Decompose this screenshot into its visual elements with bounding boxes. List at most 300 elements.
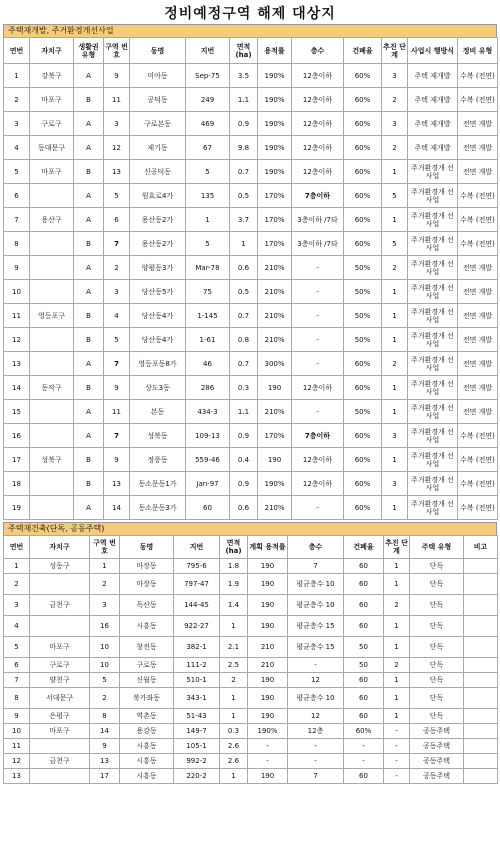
table-cell: A [74,208,104,232]
table-cell: 주거환경개 선사업 [408,304,458,328]
table-cell: 109-13 [186,424,230,448]
table-cell: 용산구 [30,208,74,232]
table-cell: - [248,739,288,754]
table-cell: B [74,448,104,472]
table-cell: 주택 재개발 [408,88,458,112]
table-cell: 190% [258,160,292,184]
table-row [4,208,498,232]
table-cell: 마포구 [30,160,74,184]
table-cell: 10 [90,658,120,673]
table-cell: 50% [344,400,382,424]
table-cell: 주택 재개발 [408,64,458,88]
table-cell: 단독 [410,673,464,688]
table-cell: 1 [4,64,30,88]
table-cell: 동소문동1가 [130,472,186,496]
table-cell: 60% [344,472,382,496]
table-cell [30,739,90,754]
table-cell: 60% [344,352,382,376]
table-cell: 0.9 [230,112,258,136]
table-cell: 수복 (전면) [458,472,498,496]
header-cell: 구역 번호 [104,38,130,64]
table-cell: 역촌동 [120,709,174,724]
table-cell: 1 [382,328,408,352]
table-cell: 상도3동 [130,376,186,400]
table-cell: 원효로4가 [130,184,186,208]
table-cell: 9 [4,256,30,280]
table-row [4,136,498,160]
table-cell: 469 [186,112,230,136]
table-cell: 수복 (전면) [458,88,498,112]
table-cell: Mar-78 [186,256,230,280]
table-cell: 9.8 [230,136,258,160]
table-cell: 전면 개발 [458,280,498,304]
table-cell: 60% [344,496,382,520]
table-cell: 독산동 [120,595,174,616]
table-cell: 금천구 [30,595,90,616]
table-cell [464,574,498,595]
table-cell: B [74,472,104,496]
table-header-row [4,38,498,64]
table-cell: 1 [90,559,120,574]
table-cell: 성동구 [30,559,90,574]
table-cell: 1 [220,688,248,709]
table-cell: 190% [258,64,292,88]
table-cell: 1 [382,376,408,400]
table-cell: 1.8 [220,559,248,574]
table-cell: 전면 개발 [458,376,498,400]
table-cell: 단독 [410,559,464,574]
header-cell: 자치구 [30,38,74,64]
table-cell: 60 [344,595,384,616]
table-cell: 105-1 [174,739,220,754]
table-row [4,256,498,280]
table-cell: 수복 (전면) [458,184,498,208]
table-cell: 단독 [410,574,464,595]
table-cell: 2 [220,673,248,688]
table-cell: 190 [248,574,288,595]
table-cell [30,184,74,208]
table-cell: 60 [344,769,384,784]
table-row [4,376,498,400]
table-cell: 당산동4가 [130,304,186,328]
table-cell: 양평동3가 [130,256,186,280]
table-cell: 공동주택 [410,769,464,784]
table-cell: 2 [104,256,130,280]
header-cell: 사업시 행방식 [408,38,458,64]
table-cell: 강북구 [30,64,74,88]
table-cell: 190 [258,376,292,400]
table-cell: 7 [104,352,130,376]
table-cell: 2.6 [220,739,248,754]
table-cell: 210% [258,280,292,304]
table-cell: 주거환경개 선사업 [408,184,458,208]
table-cell: 구로구 [30,112,74,136]
table-cell: 2.1 [220,637,248,658]
table-cell: 1.9 [220,574,248,595]
table-row [4,280,498,304]
table-cell: - [384,739,410,754]
table-cell: 1 [220,709,248,724]
table-cell: 전면 개발 [458,136,498,160]
table-cell [464,658,498,673]
table-cell: 17 [4,448,30,472]
table-cell: 7층이하 [292,424,344,448]
table-row [4,754,498,769]
table-cell: 60% [344,136,382,160]
table-cell: 1 [186,208,230,232]
table-cell: 3층이하 /7타 [292,208,344,232]
table-cell: 190% [258,88,292,112]
table-cell: 전면 개발 [458,304,498,328]
table-cell: 10 [4,724,30,739]
table-cell: 190 [248,559,288,574]
table-cell: 210% [258,400,292,424]
table-row [4,88,498,112]
reconstruction-table-body [4,559,498,784]
table-row [4,673,498,688]
table-cell: 190 [248,616,288,637]
table-cell: 60 [344,688,384,709]
table-cell: 3.5 [230,64,258,88]
table-cell: 992-2 [174,754,220,769]
table-cell: 3.7 [230,208,258,232]
table-cell: 주거환경개 선사업 [408,496,458,520]
table-cell: A [74,112,104,136]
table-cell: 190 [248,688,288,709]
header-cell: 지번 [174,536,220,559]
table-cell: 13 [104,472,130,496]
table-cell: 1 [382,304,408,328]
table-cell: 12 [4,754,30,769]
table-row [4,328,498,352]
table-cell: 50% [344,256,382,280]
table-cell: 170% [258,232,292,256]
table-cell: 922-27 [174,616,220,637]
table-cell: 수복 (전면) [458,496,498,520]
table-cell: 210% [258,328,292,352]
table-cell: 평균층수 15 [288,637,344,658]
table-row [4,616,498,637]
table-cell: 3 [104,280,130,304]
header-cell: 구역 번호 [90,536,120,559]
table-cell: 14 [4,376,30,400]
table-cell [30,280,74,304]
table-cell: 성북동 [130,424,186,448]
table-cell: 시흥동 [120,739,174,754]
table-cell: A [74,64,104,88]
table-cell: B [74,88,104,112]
table-cell: 2 [382,136,408,160]
table-cell: 수복 (전면) [458,232,498,256]
table-cell: 주택 재개발 [408,136,458,160]
table-row [4,559,498,574]
table-cell: 12층이하 [292,160,344,184]
table-cell: 60% [344,448,382,472]
table-cell: 190 [248,769,288,784]
header-cell: 비고 [464,536,498,559]
section-header-redevelopment: 주택재개발, 주거환경개선사업 [3,24,497,37]
table-cell: 5 [104,184,130,208]
table-cell: 5 [186,160,230,184]
table-cell: 149-7 [174,724,220,739]
table-cell: 60% [344,160,382,184]
table-cell: 당산동4가 [130,328,186,352]
table-row [4,112,498,136]
table-cell: 1 [384,688,410,709]
table-cell: 170% [258,424,292,448]
table-cell: - [384,769,410,784]
table-cell: - [248,754,288,769]
table-cell: 343-1 [174,688,220,709]
table-cell: 주거환경개 선사업 [408,232,458,256]
table-cell: A [74,256,104,280]
table-cell: 동소문동3가 [130,496,186,520]
table-cell: 16 [90,616,120,637]
table-cell: 12층이하 [292,376,344,400]
table-cell: 170% [258,208,292,232]
table-cell: 2 [382,88,408,112]
table-cell: 5 [186,232,230,256]
header-cell: 주택 유형 [410,536,464,559]
table-cell: 수복 (전면) [458,64,498,88]
table-row [4,184,498,208]
table-cell: 1 [382,448,408,472]
table-cell: 수복 (전면) [458,208,498,232]
table-row [4,496,498,520]
table-cell: 0.7 [230,160,258,184]
table-cell: 7 [4,208,30,232]
table-cell: 0.3 [230,376,258,400]
table-cell: A [74,352,104,376]
table-cell: 170% [258,184,292,208]
table-cell: 공동주택 [410,754,464,769]
table-cell: 60 [344,559,384,574]
table-cell: 5 [4,637,30,658]
table-cell: 210 [248,637,288,658]
table-cell: 210% [258,496,292,520]
table-cell: 평균층수 10 [288,595,344,616]
table-cell [30,232,74,256]
redevelopment-table-body [4,64,498,520]
table-cell [464,673,498,688]
table-cell [464,769,498,784]
table-row [4,424,498,448]
table-cell: 1 [384,673,410,688]
table-cell: 용산동2가 [130,232,186,256]
reconstruction-table [3,535,498,784]
table-cell: 제기동 [130,136,186,160]
table-row [4,637,498,658]
table-cell: 7 [104,232,130,256]
table-cell: 3 [382,112,408,136]
table-cell: - [292,496,344,520]
table-row [4,709,498,724]
table-cell: 50 [344,637,384,658]
table-cell: - [292,328,344,352]
table-cell: - [292,400,344,424]
header-cell: 생활권 유형 [74,38,104,64]
table-cell: 용강동 [120,724,174,739]
table-cell: - [288,754,344,769]
table-cell: 13 [104,160,130,184]
table-cell: 1-61 [186,328,230,352]
header-cell: 면적 (ha) [220,536,248,559]
table-row [4,739,498,754]
table-cell: - [292,352,344,376]
table-cell: 금천구 [30,754,90,769]
table-cell: 수복 (전면) [458,448,498,472]
table-cell: 1 [384,709,410,724]
table-cell: 주거환경개 선사업 [408,256,458,280]
header-cell: 연번 [4,38,30,64]
table-cell: 6 [4,184,30,208]
table-cell: 797-47 [174,574,220,595]
table-cell: 11 [4,739,30,754]
section-header-reconstruction: 주택재건축(단독, 공동주택) [3,522,497,535]
table-cell: 동작구 [30,376,74,400]
table-cell: 190% [258,136,292,160]
table-cell: 5 [104,328,130,352]
table-cell: 13 [4,769,30,784]
header-cell: 추진 단계 [384,536,410,559]
table-cell: 서대문구 [30,688,90,709]
table-cell: 1.4 [220,595,248,616]
table-cell: 신월동 [120,673,174,688]
table-cell: 190 [248,673,288,688]
table-cell: 4 [4,136,30,160]
table-cell: 12 [104,136,130,160]
table-cell: 11 [4,304,30,328]
table-cell: 구로구 [30,658,90,673]
table-cell: 용산동2가 [130,208,186,232]
table-cell: 주거환경개 선사업 [408,208,458,232]
table-cell: 6 [4,658,30,673]
table-cell: 단독 [410,688,464,709]
table-cell: 7 [288,769,344,784]
header-cell: 정비 유형 [458,38,498,64]
table-cell: 60% [344,424,382,448]
table-cell: 정릉동 [130,448,186,472]
table-cell: 1 [230,232,258,256]
table-cell: - [292,256,344,280]
table-cell: 12 [288,709,344,724]
table-cell: 단독 [410,616,464,637]
table-cell: 7 [288,559,344,574]
table-cell: 12층이하 [292,112,344,136]
table-row [4,64,498,88]
table-cell: 3층이하 /7타 [292,232,344,256]
table-cell: 1 [384,574,410,595]
table-cell: 111-2 [174,658,220,673]
table-cell [464,595,498,616]
table-cell: 0.8 [230,328,258,352]
table-cell: 7 [4,673,30,688]
table-row [4,232,498,256]
table-cell: 평균층수 15 [288,616,344,637]
table-cell: 영등포구 [30,304,74,328]
table-cell: 단독 [410,709,464,724]
table-cell: 7 [104,424,130,448]
table-cell: 8 [4,232,30,256]
table-cell [30,472,74,496]
table-cell: 0.6 [230,256,258,280]
table-cell: 60% [344,88,382,112]
table-cell: 주택 재개발 [408,112,458,136]
table-cell: 0.7 [230,304,258,328]
table-cell [30,400,74,424]
table-cell: B [74,376,104,400]
table-cell: 공동주택 [410,724,464,739]
header-cell: 층수 [292,38,344,64]
table-cell: 창전동 [120,637,174,658]
table-cell [30,769,90,784]
table-cell: 6 [104,208,130,232]
table-cell: 5 [382,232,408,256]
table-cell: 공동주택 [410,739,464,754]
header-cell: 건폐율 [344,536,384,559]
table-cell [464,754,498,769]
table-cell: 주거환경개 선사업 [408,448,458,472]
table-cell: 주거환경개 선사업 [408,376,458,400]
table-cell: 12층이하 [292,64,344,88]
table-cell: 51-43 [174,709,220,724]
table-cell: 은평구 [30,709,90,724]
table-cell: 75 [186,280,230,304]
table-cell: 12층이하 [292,472,344,496]
table-cell: 210 [248,658,288,673]
header-cell: 건폐율 [344,38,382,64]
table-cell: 510-1 [174,673,220,688]
table-cell: 마장동 [120,559,174,574]
table-cell: 3 [382,472,408,496]
table-cell: 2 [384,595,410,616]
table-cell: 60 [344,709,384,724]
table-cell: 시흥동 [120,616,174,637]
table-cell: 12층이하 [292,88,344,112]
table-cell: 1 [382,280,408,304]
table-cell: 단독 [410,658,464,673]
header-cell: 면적 (ha) [230,38,258,64]
table-cell [464,637,498,658]
table-cell: 0.9 [230,472,258,496]
table-cell: 795-6 [174,559,220,574]
table-cell: 0.5 [230,280,258,304]
table-cell [30,352,74,376]
table-cell: A [74,424,104,448]
table-cell: 12층이하 [292,136,344,160]
table-cell: 당산동5가 [130,280,186,304]
header-cell: 지번 [186,38,230,64]
table-cell: 50 [344,658,384,673]
table-cell: Sep-75 [186,64,230,88]
table-cell: 8 [4,688,30,709]
table-cell: 단독 [410,595,464,616]
table-cell: 수복 (전면) [458,424,498,448]
table-cell: 전면 개발 [458,328,498,352]
table-cell: 0.4 [230,448,258,472]
table-cell: 60% [344,724,384,739]
table-cell: B [74,232,104,256]
table-cell: 신공덕동 [130,160,186,184]
table-cell: 9 [90,739,120,754]
table-cell: 190% [258,112,292,136]
table-cell: 주거환경개 선사업 [408,400,458,424]
table-cell: - [288,658,344,673]
table-cell: 3 [382,64,408,88]
header-cell: 자치구 [30,536,90,559]
table-cell: 양천구 [30,673,90,688]
table-cell: 주거환경개 선사업 [408,424,458,448]
